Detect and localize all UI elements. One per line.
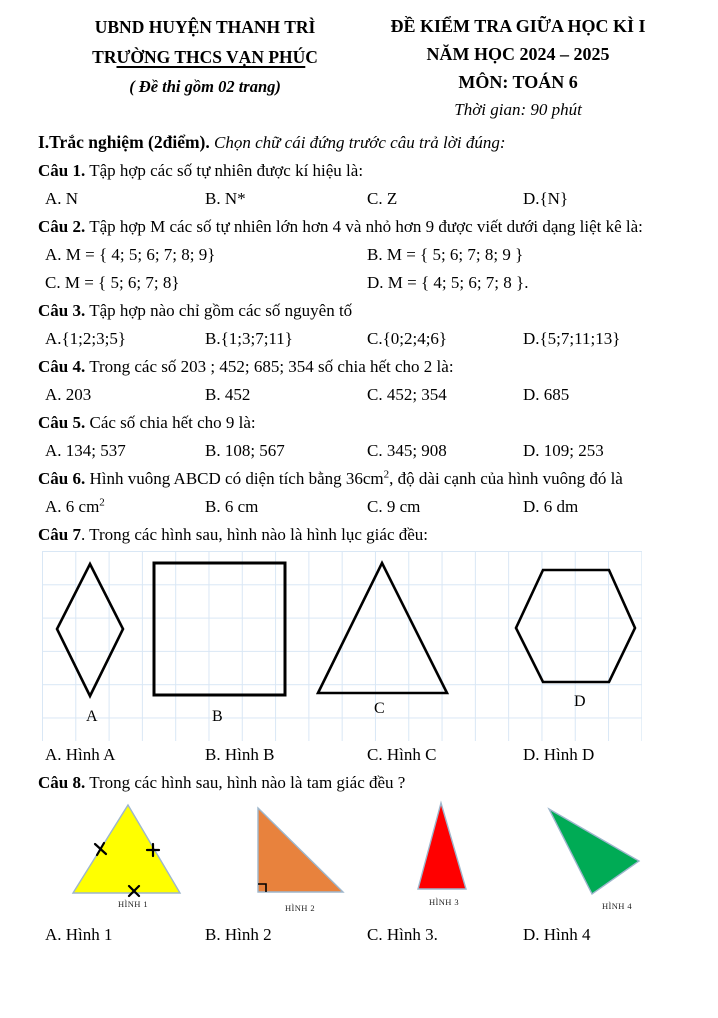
question-8-options [38,921,682,949]
school-name: TRƯỜNG THCS VẠN PHÚC [92,47,318,67]
option-a: A. 6 $cm^2$ [45,496,105,516]
option-c: C. Z [367,189,398,208]
rhombus-shape [57,564,123,696]
option-d: D. 6 dm [523,497,579,516]
option-b: B. 108; 567 [205,441,285,460]
question-3: Câu 3. Tập hợp nào chỉ gồm các số nguyên tố [38,301,353,320]
section-1-title: I.Trắc nghiệm (2điểm). [38,132,210,152]
figure-d-label: D [574,693,586,710]
header [38,12,682,124]
question-7-figure-gridpaper [42,551,642,741]
option-b: B. Hình B [205,745,275,764]
option-a: A. 134; 537 [45,441,126,460]
header-exam-block [354,12,682,124]
question-5-options [38,437,682,465]
option-d: D. 109; 253 [523,441,604,460]
option-a: A. Hình 1 [45,925,113,944]
question-6-options [38,493,682,521]
exam-year: NĂM HỌC 2024 – 2025 [426,44,610,64]
yellow-equilateral-triangle [73,805,180,893]
option-c: C.{0;2;4;6} [367,329,448,348]
option-d: D. M = { 4; 5; 6; 7; 8 }. [367,273,529,292]
question-4-options [38,381,682,409]
figure-4-label: HÌNH 4 [601,901,633,911]
orange-right-triangle [258,808,343,892]
question-2-options-row2 [38,269,682,297]
option-a: A. 203 [45,385,92,404]
option-b: B. N* [205,189,246,208]
option-b: B. M = { 5; 6; 7; 8; 9 } [367,245,524,264]
option-b: B. Hình 2 [205,925,272,944]
option-c: C. Hình 3. [367,925,438,944]
header-school-block [56,12,354,102]
option-d: D. Hình D [523,745,595,764]
option-d: D. 685 [523,385,570,404]
question-7-options [38,741,682,769]
question-5: Câu 5. Các số chia hết cho 9 là: [38,413,256,432]
question-4: Câu 4. Trong các số 203 ; 452; 685; 354 số chia hết cho 2 là: [38,357,454,376]
green-scalene-triangle [549,809,639,894]
option-b: B.{1;3;7;11} [205,329,293,348]
figure-c-label: C [374,700,385,717]
question-8-figure-triangles [38,799,718,921]
question-1-options [38,185,682,213]
option-c: C. 452; 354 [367,385,447,404]
exam-pages-note: ( Đề thi gồm 02 trang) [129,77,281,96]
question-1: Câu 1. Tập hợp các số tự nhiên được kí hiệu là: [38,161,364,180]
option-b: B. 452 [205,385,251,404]
exam-subject: MÔN: TOÁN 6 [458,72,578,92]
exam-duration: Thời gian: 90 phút [454,100,582,119]
figure-1-label: HÌNH 1 [117,899,149,909]
exam-title: ĐỀ KIỂM TRA GIỮA HỌC KÌ I [390,16,646,36]
option-c: C. M = { 5; 6; 7; 8} [45,273,180,292]
option-c: C. Hình C [367,745,437,764]
option-c: C. 9 cm [367,497,421,516]
question-3-options [38,325,682,353]
figure-3-label: HÌNH 3 [428,897,460,907]
option-a: A. Hình A [45,745,116,764]
section-1-heading [38,128,682,157]
option-d: D.{N} [523,189,569,208]
red-isosceles-triangle [418,803,466,889]
triangle-shape [318,563,447,693]
option-d: D.{5;7;11;13} [523,329,621,348]
option-c: C. 345; 908 [367,441,447,460]
figure-2-label: HÌNH 2 [284,903,316,913]
option-b: B. 6 cm [205,497,259,516]
question-7: Câu 7. Trong các hình sau, hình nào là hình lục giác đều: [38,525,429,544]
option-a: A. N [45,189,79,208]
option-d: D. Hình 4 [523,925,591,944]
question-6: Câu 6. Hình vuông ABCD có diện tích bằng $36cm^2$, độ dài cạnh của hình vuông đó là [38,468,623,488]
section-1-instruction: Chọn chữ cái đứng trước câu trả lời đúng: [214,133,506,152]
option-a: A.{1;2;3;5} [45,329,127,348]
option-a: A. M = { 4; 5; 6; 7; 8; 9} [45,245,216,264]
figure-a-label: A [86,708,98,725]
hexagon-shape [516,570,635,682]
question-2: Câu 2. Tập hợp M các số tự nhiên lớn hơn 4 và nhỏ hơn 9 được viết dưới dạng liệt kê là: [38,217,643,236]
question-7-shapes [42,551,642,741]
question-8: Câu 8. Trong các hình sau, hình nào là tam giác đều ? [38,773,406,792]
square-shape [154,563,285,695]
figure-b-label: B [212,708,223,725]
question-2-options-row1 [38,241,682,269]
org-name: UBND HUYỆN THANH TRÌ [94,17,316,37]
